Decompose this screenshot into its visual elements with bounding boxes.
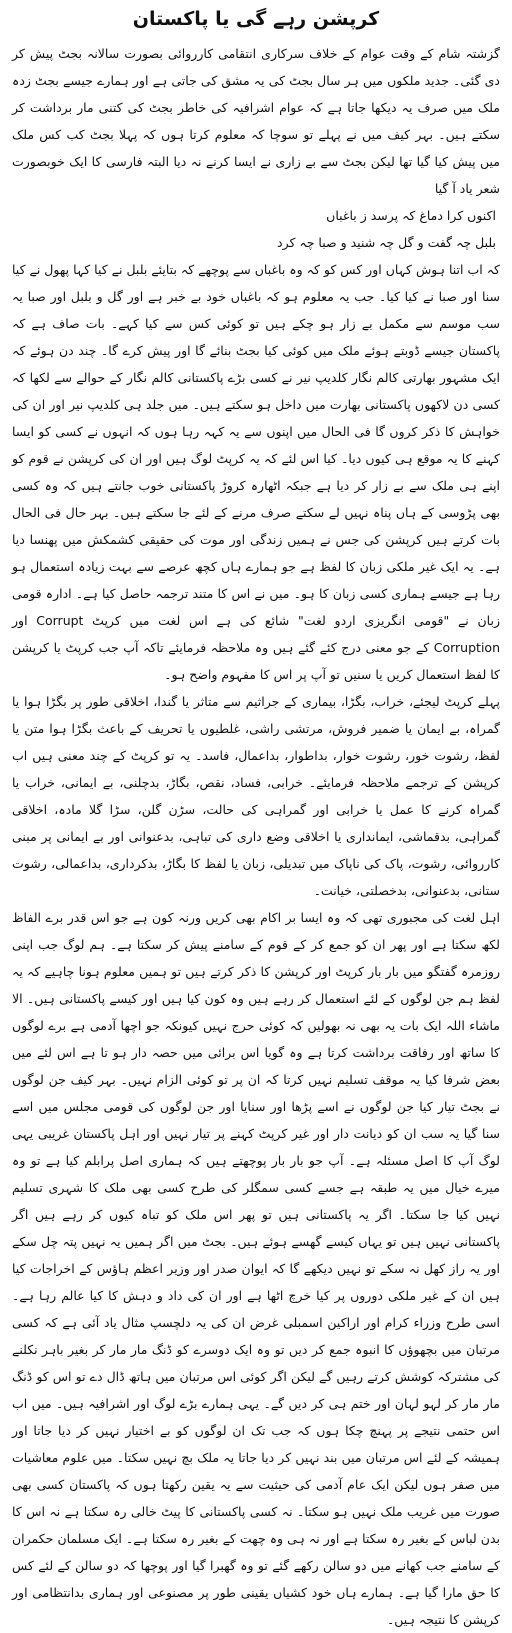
article-paragraph-conclusion: اہل لغت کی مجبوری تھی کہ وہ ایسا بر اکام بھی کریں ورنہ کون ہے جو اس قدر برے الفاظ لکھ سکتا ہے اور پھر ان کو جمع کر کے قوم کے سامنے پیش کر سکتا ہے۔ ہم لوگ جب اپنی روزمرہ گفتگو میں بار بار کرپٹ اور کرپشن کا ذکر کرتے ہیں تو ہمیں معلوم ہونا چاہیے کہ یہ لفظ ہم جن لوگوں کے لئے استعمال کر رہے ہیں وہ کون کیا ہیں اور کیسے پاکستانی ہیں۔ الا ماشاء اللہ ایک بات یہ بھی نہ بھولیں کہ کوئی حرج نہیں کیونکہ جو اچھا آدمی ہے برے لوگوں کا ساتھ اور رفاقت برداشت کرتا ہے وہ گویا اس برائی میں حصہ دار ہو تا ہے اس لئے میں بعض شرفا کیا یہ موقف تسلیم نہیں کرتا کہ ان پر تو کوئی الزام نہیں۔ بہر کیف جن لوگوں نے بجٹ تیار کیا جن لوگوں نے اسے پڑھا اور سنایا اور جن لوگوں کی قومی مجلس میں اسے سنا گیا یہ سب ان کو دیانت دار اور غیر کرپٹ کہنے پر تیار نہیں اور اہل پاکستان غریبی یہی لوگ آپ کا اصل مسئلہ ہے۔ آپ جو بار بار پوچھتے ہیں کہ ہماری اصل پرابلم کیا ہے تو وہ میرے خیال میں یہ طبقہ ہے جسے کسی سمگلر کی طرح کسی بھی ملک کا شہری تسلیم نہیں کیا جا سکتا۔ اگر یہ پاکستانی ہیں تو پھر اس ملک کو تباہ کیوں کر رہے ہیں اگر پاکستانی نہیں ہیں تو یہاں کیسے گھسے ہوئے ہیں۔ بجٹ میں اگر ہمیں یہ نہیں پتہ چل سکے اور یہ راز کھل نہ سکے تو نہیں دیکھے گا کہ ایوان صدر اور وزیر اعظم ہاؤس کے اخراجات کیا ہیں ان کے غیر ملکی دوروں پر کیا خرچ اٹھا ہے اور ان کی داد و دہش کا کیا عالم رہا ہے۔ اسی طرح وزراء کرام اور اراکین اسمبلی غرض ان کی یہ دلچسپ مثال یاد آئی ہے کہ کسی مرتبان میں بچھوؤں کا انبوہ جمع کر دیں تو وہ ایک دوسرے کو ڈنگ مار مار کر بغیر باہر نکلنے کی مشترکہ کوشش کرتے رہیں گے لیکن اگر کوئی اس مرتبان میں ہاتھ ڈال دے تو اس کو ڈنگ مار مار کر لہو لہان اور ختم ہی کر دیں گے۔ یہی ہمارے بڑے لوگ اور اشرافیہ ہیں۔ میں اب اس حتمی نتیجے پر پہنچ چکا ہوں کہ جب تک ان لوگوں کو بے اختیار نہیں کر دیا جاتا اور ہمیشہ کے لئے اس مرتبان میں بند نہیں کر دیا جاتا یہ ملک بچ نہیں سکتا۔ میں علوم معاشیات میں صفر ہوں لیکن ایک عام آدمی کی حیثیت سے یہ یقین رکھتا ہوں کہ پاکستان کسی بھی صورت میں غریب ملک نہیں ہو سکتا۔ نہ کسی پاکستانی کا پیٹ خالی رہ سکتا ہے نہ اس کا بدن لباس کے بغیر رہ سکتا ہے اور نہ ہی وہ چھت کے بغیر رہ سکتا ہے۔ ایک مسلمان حکمران کے سامنے جب کھانے میں دو سالن رکھے گئے تو وہ گھبرا گیا اور پوچھا کہ دو سالن کے لئے کس کا حق مارا گیا ہے۔ ہمارے ہاں خود کشیاں یقینی طور پر مصنوعی اور ہماری بدانتظامی اور کرپشن کا نتیجہ ہیں۔ — [12, 910, 500, 1627]
article-paragraph-intro: گزشتہ شام کے وقت عوام کے خلاف سرکاری انتقامی کارروائی بصورت سالانہ بجٹ پیش کر دی گئی۔ جدید ملکوں میں ہر سال بجٹ کی یہ مشق کی جاتی ہے اور ہمارے جیسے بجٹ زدہ ملک میں صرف یہ دیکھا جاتا ہے کہ عوام اشرافیہ کی خاطر بجٹ کی کتنی مار برداشت کر سکتے ہیں۔ بہر کیف میں نے پہلے تو سوچا کہ معلوم کرتا ہوں کہ پہلا بجٹ کب کس ملک میں پیش کیا گیا تھا لیکن بجٹ سے بے زاری نے ایسا کرنے نہ دیا البتہ فارسی کا ایک خوبصورت شعر یاد آ گیا — [12, 46, 500, 196]
article-paragraph-dictionary-definitions: پہلے کرپٹ لیجئے، خراب، بگڑا، بیماری کے جراثیم سے متاثر یا گندا، اخلاقی طور پر بگڑا ہوا یا گمراہ، بے ایمان یا ضمیر فروش، مرتشی راشی، غلطیوں یا تحریف کے باعث بگڑا ہوا متن یا لفظ، رشوت خور، رشوت خوار، بداطوار، بداعمال، فاسد۔ یہ تو کرپٹ کے چند معنی ہیں اب کرپشن کے ترجمے ملاحظہ فرمایئے۔ خرابی، فساد، نقص، بگاڑ، بدچلنی، بے ایمانی، خراب یا گمراہ کرنے کا عمل یا خرابی اور گمراہی کی حالت، سڑن گلن، سڑا گلا مادہ، اخلاقی گمراہی، بدقماشی، ایمانداری یا اخلاقی وضع داری کی تباہی، بدعنوانی اور بے ایمانی پر مبنی کارروائی، رشوت، پاک کی ناپاک میں تبدیلی، زبان یا لفظ کا بگاڑ، بدکرداری، بداعمالی، رشوت ستانی، بدعنوانی، بدخصلتی، خیانت۔ — [12, 694, 500, 898]
persian-couplet-line-1: اکنوں کرا دماغ کہ پرسد ز باغباں — [326, 208, 496, 223]
article-title: کرپشن رہے گی یا پاکستان — [132, 8, 380, 30]
persian-couplet-line-2: بلبل چہ گفت و گل چہ شنید و صبا چہ کرد — [277, 235, 496, 250]
article-paragraph-corruption-meaning: کہ اب اتنا ہوش کہاں اور کس کو کہ وہ باغباں سے پوچھے کہ بتایئے بلبل نے کیا کہا پھول نے کیا سنا اور صبا نے کیا کیا۔ جب یہ معلوم ہو کہ باغباں خود بے خبر ہے اور گل و بلبل اور صبا یہ سب موسم سے مکمل بے زار ہو چکے ہیں تو کوئی کس سے کیا کہے۔ بات صاف ہے کہ پاکستان جیسے ڈوبتے ہوئے ملک میں کوئی کیا بجٹ بنائے گا اور پیش کرے گا۔ چند دن ہوئے کہ ایک مشہور بھارتی کالم نگار کلدیپ نیر نے کسی بڑے پاکستانی کالم نگار کے حوالے سے لکھا کہ کسی دن لاکھوں پاکستانی بھارت میں داخل ہو سکتے ہیں۔ میں جلد ہی کلدیپ نیر اور ان کی خواہش کا ذکر کروں گا فی الحال میں اپنوں سے یہ کہہ رہا ہوں کہ انہوں نے کسی کو ایسا کہنے کا یہ موقع ہی کیوں دیا۔ کیا اس لئے کہ یہ کرپٹ لوگ ہیں اور ان کی کرپشن نے قوم کو اپنے ہی ملک سے بے زار کر دیا ہے جبکہ اٹھارہ کروڑ پاکستانی خوب جانتے ہیں کہ وہ کسی بھی پڑوسی کے ہاں پناہ نہیں لے سکتے صرف مرنے کے لئے جا سکتے ہیں۔ بہر حال فی الحال بات کرتے ہیں کرپشن کی جس نے ہمیں زندگی اور موت کی حقیقی کشمکش میں پھنسا دیا ہے۔ یہ ایک غیر ملکی زبان کا لفظ ہے جو ہمارے ہاں کچھ عرصے سے بہت زیادہ استعمال ہو رہا ہے جیسے ہماری کسی زبان کا ہو۔ میں نے اس کا متند ترجمہ حاصل کیا ہے۔ ادارہ قومی زبان نے "قومی انگریزی اردو لغت" شائع کی ہے اس لغت میں کرپٹ Corrupt اور Corruption کے جو معنی درج کئے گئے ہیں وہ ملاحظہ فرمایئے تاکہ آپ جب کرپٹ یا کرپشن کا لفظ استعمال کریں یا سنیں تو آپ پر اس کا مفہوم واضح ہو۔ — [12, 262, 500, 682]
